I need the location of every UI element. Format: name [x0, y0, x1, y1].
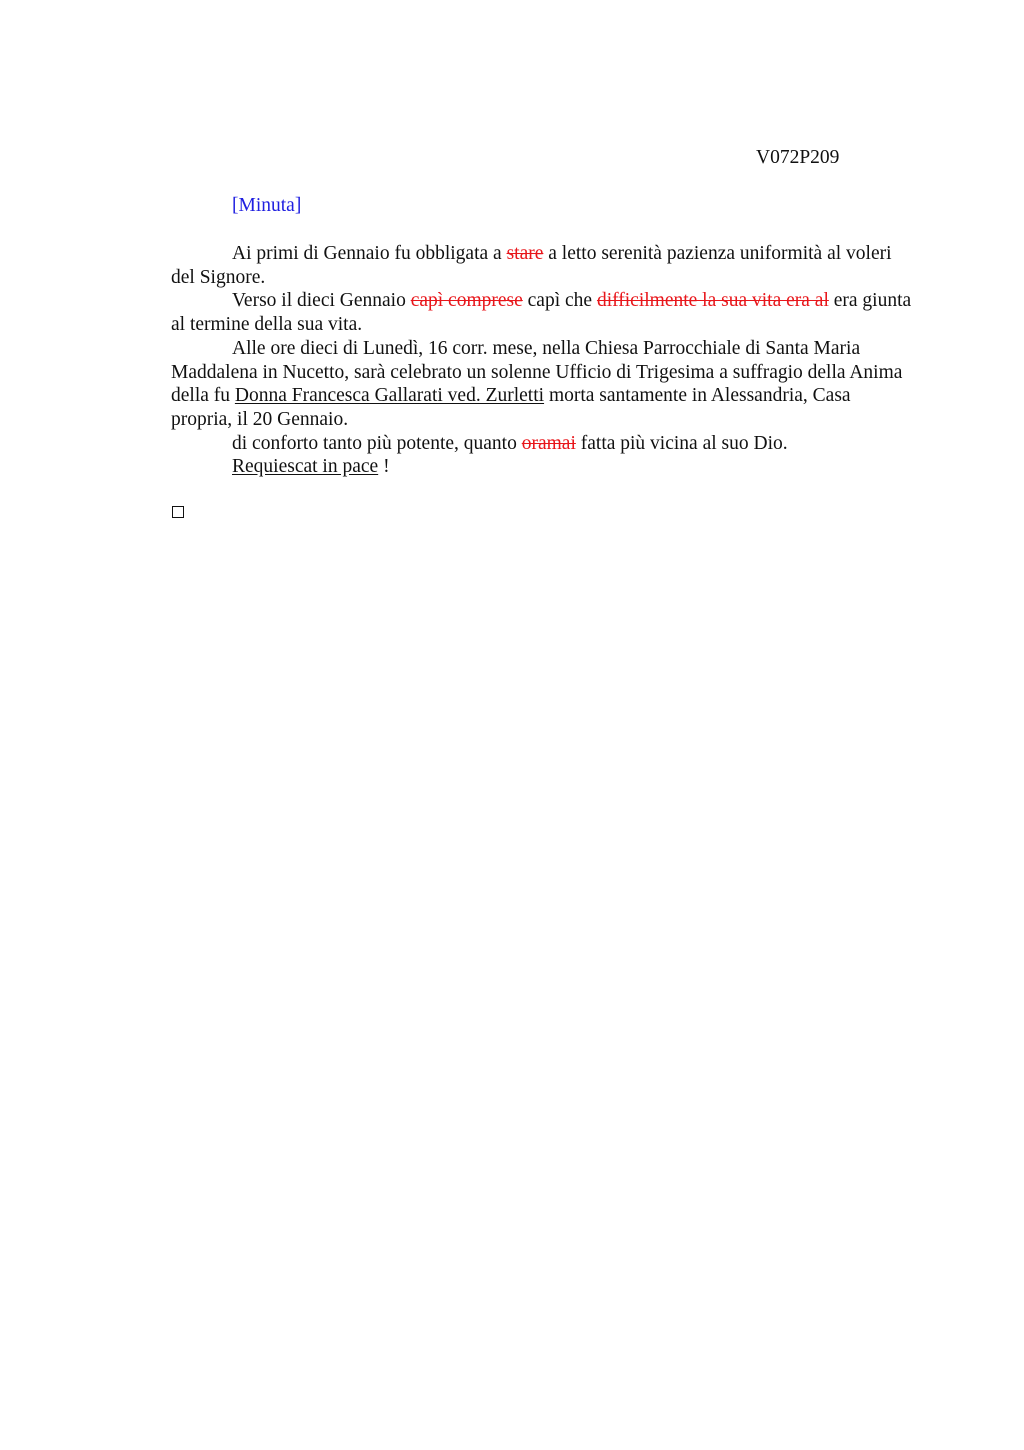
paragraph-2-text-b: capì che — [527, 290, 593, 312]
paragraph-5 — [171, 455, 916, 479]
paragraph-4-text-a: di conforto tanto più potente, quanto — [232, 432, 517, 454]
deleted-phrase-difficilmente: difficilmente la sua vita era al — [596, 290, 829, 312]
document-id: V072P209 — [756, 147, 840, 168]
paragraph-1 — [171, 242, 916, 289]
paragraph-1-text-b: a letto serenità pazienza uniformità al voleri del Signore. — [171, 243, 892, 288]
deleted-word-oramai: oramai — [521, 432, 576, 454]
deleted-word-stare: stare — [506, 243, 544, 264]
paragraph-4-text-b: fatta più vicina al suo Dio. — [580, 432, 788, 454]
paragraph-5-text-b: ! — [383, 456, 390, 478]
paragraph-3 — [171, 337, 916, 432]
paragraph-4 — [171, 432, 916, 456]
paragraph-3-text-a: Alle ore dieci di Lunedì, 16 corr. mese, nella Chiesa Parrocchiale di Santa Maria Maddalena in Nucetto, sarà celebrato un solenne Ufficio di Trigesima a suffragio della Anima della fu — [171, 337, 903, 407]
paragraph-1-text-a: Ai primi di Gennaio fu obbligata a — [232, 243, 502, 264]
deleted-phrase-capi-comprese: capì comprese — [410, 290, 523, 312]
paragraph-2 — [171, 289, 916, 336]
paragraph-3-text-b: morta santamente in Alessandria, Casa propria, il 20 Gennaio. — [171, 385, 851, 430]
requiescat-text: Requiescat in pace — [232, 456, 379, 478]
minuta-heading: [Minuta] — [232, 195, 302, 216]
document-body — [171, 242, 916, 479]
paragraph-2-text-a: Verso il dieci Gennaio — [232, 290, 406, 312]
paragraph-2-text-c: era giunta al termine della sua vita. — [171, 290, 912, 336]
deceased-name: Donna Francesca Gallarati ved. Zurletti — [234, 385, 545, 407]
checkbox[interactable] — [172, 506, 184, 518]
